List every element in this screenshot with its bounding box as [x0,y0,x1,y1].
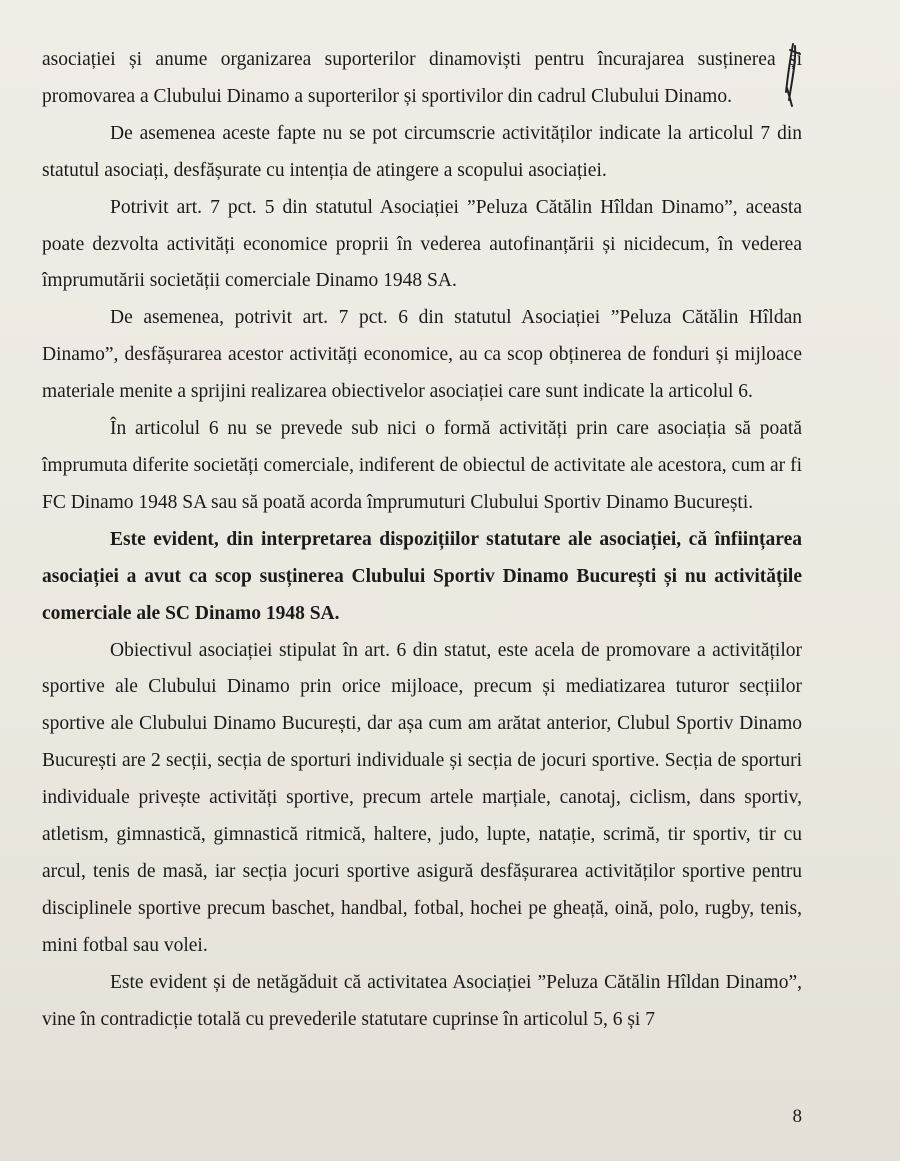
paragraph-7: Obiectivul asociației stipulat în art. 6 din statut, este acela de promovare a activităților sportive ale Clubului Dinamo prin orice mijloace, precum și mediatizarea tuturor secțiilor sportive ale Clubului Dinamo București, dar așa cum am arătat anterior, Clubul Sportiv Dinamo București are 2 secții, secția de sporturi individuale și secția de jocuri sportive. Secția de sporturi individuale privește activități sportive, precum artele marțiale, canotaj, ciclism, dans sportiv, atletism, gimnastică, gimnastică ritmică, haltere, judo, lupte, natație, scrimă, tir sportiv, tir cu arcul, tenis de masă, iar secția jocuri sportive asigură desfășurarea activităților sportive pentru disciplinele sportive precum baschet, handbal, fotbal, hochei pe gheață, oină, polo, rugby, tenis, mini fotbal sau volei. [42,639,802,956]
paragraph-1: asociației și anume organizarea suporterilor dinamoviști pentru încurajarea susținerea și promovarea a Clubului Dinamo a suporterilor și sportivilor din cadrul Clubului Dinamo. [42,49,802,107]
paragraph-8: Este evident și de netăgăduit că activitatea Asociației ”Peluza Cătălin Hîldan Dinamo”, vine în contradicție totală cu prevederile statutare cuprinse în articolul 5, 6 și 7 [42,971,802,1030]
paragraph-3: Potrivit art. 7 pct. 5 din statutul Asociației ”Peluza Cătălin Hîldan Dinamo”, aceasta poate dezvolta activități economice proprii în vederea autofinanțării și nicidecum, în vederea împrumutării societății comerciale Dinamo 1948 SA. [42,196,802,292]
paragraph-6-emphasis: Este evident, din interpretarea dispozițiilor statutare ale asociației, că înființarea asociației a avut ca scop susținerea Clubului Sportiv Dinamo București și nu activitățile comerciale ale SC Dinamo 1948 SA. [42,528,802,624]
paragraph-2: De asemenea aceste fapte nu se pot circumscrie activităților indicate la articolul 7 din statutul asociați, desfășurate cu intenția de atingere a scopului asociației. [42,122,802,181]
page-number: 8 [792,1106,802,1127]
handwritten-mark-icon [778,40,808,110]
document-body [42,42,802,1038]
paragraph-4: De asemenea, potrivit art. 7 pct. 6 din statutul Asociației ”Peluza Cătălin Hîldan Dinamo”, desfășurarea acestor activități economice, au ca scop obținerea de fonduri și mijloace materiale menite a sprijini realizarea obiectivelor asociației care sunt indicate la articolul 6. [42,307,802,403]
paragraph-5: În articolul 6 nu se prevede sub nici o formă activități prin care asociația să poată împrumuta diferite societăți comerciale, indiferent de obiectul de activitate ale acestora, cum ar fi FC Dinamo 1948 SA sau să poată acorda împrumuturi Clubului Sportiv Dinamo București. [42,418,802,513]
